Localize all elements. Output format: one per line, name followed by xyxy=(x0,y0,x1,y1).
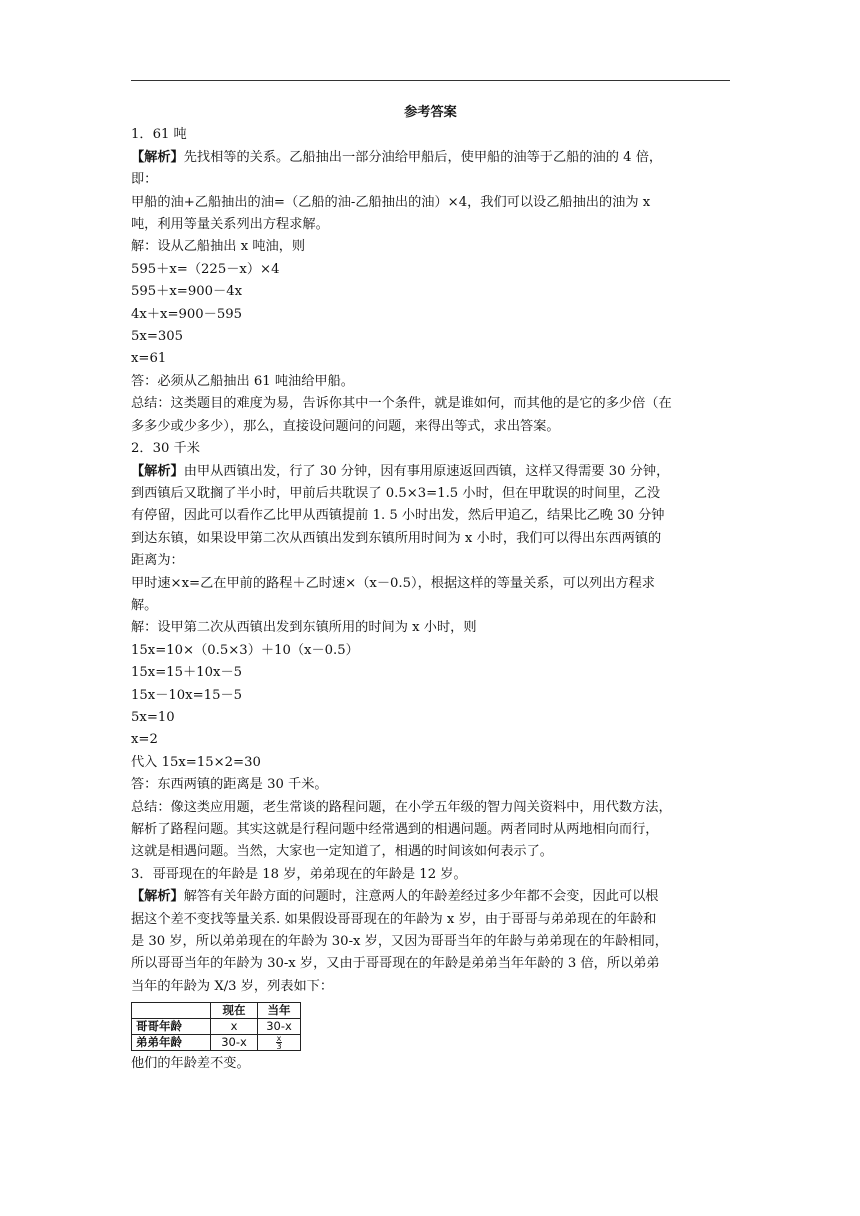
answer-document xyxy=(131,102,730,1076)
table-cell-fraction xyxy=(258,1035,301,1051)
header-rule xyxy=(131,80,730,81)
q2-step: 15x=10×（0.5×3）＋10（x－0.5） xyxy=(131,642,359,658)
q3-answer: 3．哥哥现在的年龄是 18 岁，弟弟现在的年龄是 12 岁。 xyxy=(131,866,467,882)
q1-analysis-line: 即： xyxy=(131,172,158,188)
page-title: 参考答案 xyxy=(404,105,457,120)
q1-analysis-line xyxy=(131,147,730,169)
q3-analysis-line: 当年的年龄为 X/3 岁，列表如下： xyxy=(131,978,334,994)
q2-solution-intro: 解：设甲第二次从西镇出发到东镇所用的时间为 x 小时，则 xyxy=(131,620,477,636)
q2-analysis-text: 由甲从西镇出发，行了 30 分钟，因有事用原速返回西镇，这样又得需要 30 分钟， xyxy=(183,463,670,479)
fraction-numerator: x xyxy=(276,1034,282,1044)
q2-summary-line: 解析了路程问题。其实这就是行程问题中经常遇到的相遇问题。两者同时从两地相向而行， xyxy=(131,822,659,837)
q2-step: 15x=15＋10x－5 xyxy=(131,665,243,681)
analysis-tag: 【解析】 xyxy=(131,889,184,905)
q1-step: x=61 xyxy=(131,351,167,367)
q3-analysis-line: 是 30 岁，所以弟弟现在的年龄为 30-x 岁，又因为哥哥当年的年龄与弟弟现在的年龄相同， xyxy=(131,934,668,950)
q1-final-answer: 答：必须从乙船抽出 61 吨油给甲船。 xyxy=(131,373,354,389)
q3-analysis-text: 解答有关年龄方面的问题时，注意两人的年龄差经过多少年都不会变，因此可以根 xyxy=(183,889,659,905)
q3-closing: 他们的年龄差不变。 xyxy=(131,1056,250,1072)
q2-analysis-line xyxy=(131,461,730,483)
table-cell: 30-x xyxy=(258,1019,301,1035)
fraction-denominator: 3 xyxy=(276,1042,282,1052)
q1-step: 595＋x=900－4x xyxy=(131,284,243,300)
q2-analysis-line: 到西镇后又耽搁了半小时，甲前后共耽误了 0.5×3=1.5 小时，但在甲耽误的时间里，乙没 xyxy=(131,485,661,501)
q2-analysis-line: 距离为： xyxy=(131,553,184,569)
age-table xyxy=(131,1002,301,1051)
table-cell: x xyxy=(211,1019,258,1035)
q2-answer: 2．30 千米 xyxy=(131,441,200,457)
q2-step: 15x－10x=15－5 xyxy=(131,687,243,703)
q1-step: 4x＋x=900－595 xyxy=(131,306,243,322)
q1-answer: 1．61 吨 xyxy=(131,127,187,143)
fraction xyxy=(276,1035,281,1050)
q1-solution-intro: 解：设从乙船抽出 x 吨油，则 xyxy=(131,239,306,255)
table-header-row xyxy=(132,1003,301,1019)
q2-summary-line: 这就是相遇问题。当然，大家也一定知道了，相遇的时间该如何表示了。 xyxy=(131,844,553,860)
q1-equation-line: 甲船的油+乙船抽出的油=（乙船的油-乙船抽出的油）×4，我们可以设乙船抽出的油为 x xyxy=(131,194,651,210)
q1-step: 595＋x=（225－x）×4 xyxy=(131,261,280,277)
table-corner-cell xyxy=(132,1003,211,1019)
analysis-tag: 【解析】 xyxy=(131,149,184,165)
q1-step: 5x=305 xyxy=(131,329,184,345)
q1-equation-line: 吨，利用等量关系列出方程求解。 xyxy=(131,217,329,233)
q3-analysis-line: 所以哥哥当年的年龄为 30-x 岁，又由于哥哥现在的年龄是弟弟当年年龄的 3 倍，所以弟弟 xyxy=(131,956,660,972)
table-row xyxy=(132,1035,301,1051)
q1-summary-line: 多多少或少多少），那么，直接设问题问的问题，来得出等式，求出答案。 xyxy=(131,418,560,434)
q1-analysis-text: 先找相等的关系。乙船抽出一部分油给甲船后，使甲船的油等于乙船的油的 4 倍， xyxy=(183,149,663,165)
table-row-label: 弟弟年龄 xyxy=(132,1035,211,1051)
analysis-tag: 【解析】 xyxy=(131,463,184,479)
q2-step: 代入 15x=15×2=30 xyxy=(131,754,261,770)
table-header-cell: 当年 xyxy=(258,1003,301,1019)
q2-final-answer: 答：东西两镇的距离是 30 千米。 xyxy=(131,777,328,793)
q1-summary-line: 总结：这类题目的难度为易，告诉你其中一个条件，就是谁如何，而其他的是它的多少倍（在 xyxy=(131,396,672,412)
table-cell: 30-x xyxy=(211,1035,258,1051)
q3-analysis-line xyxy=(131,886,730,908)
q2-equation-line: 甲时速×x=乙在甲前的路程＋乙时速×（x－0.5），根据这样的等量关系，可以列出方程求 xyxy=(131,575,655,591)
q2-step: x=2 xyxy=(131,732,158,748)
q2-analysis-line: 到达东镇，如果设甲第二次从西镇出发到东镇所用时间为 x 小时，我们可以得出东西两镇的 xyxy=(131,530,662,546)
table-row xyxy=(132,1019,301,1035)
q3-analysis-line: 据这个差不变找等量关系. 如果假设哥哥现在的年龄为 x 岁，由于哥哥与弟弟现在的年龄和 xyxy=(131,911,657,927)
q2-step: 5x=10 xyxy=(131,709,175,725)
table-header-cell: 现在 xyxy=(211,1003,258,1019)
q2-equation-line: 解。 xyxy=(131,597,158,613)
table-row-label: 哥哥年龄 xyxy=(132,1019,211,1035)
q2-summary-line: 总结：像这类应用题，老生常谈的路程问题，在小学五年级的智力闯关资料中，用代数方法， xyxy=(131,799,672,815)
q2-analysis-line: 有停留，因此可以看作乙比甲从西镇提前 1. 5 小时出发，然后甲追乙，结果比乙晚 30 分钟 xyxy=(131,508,665,524)
